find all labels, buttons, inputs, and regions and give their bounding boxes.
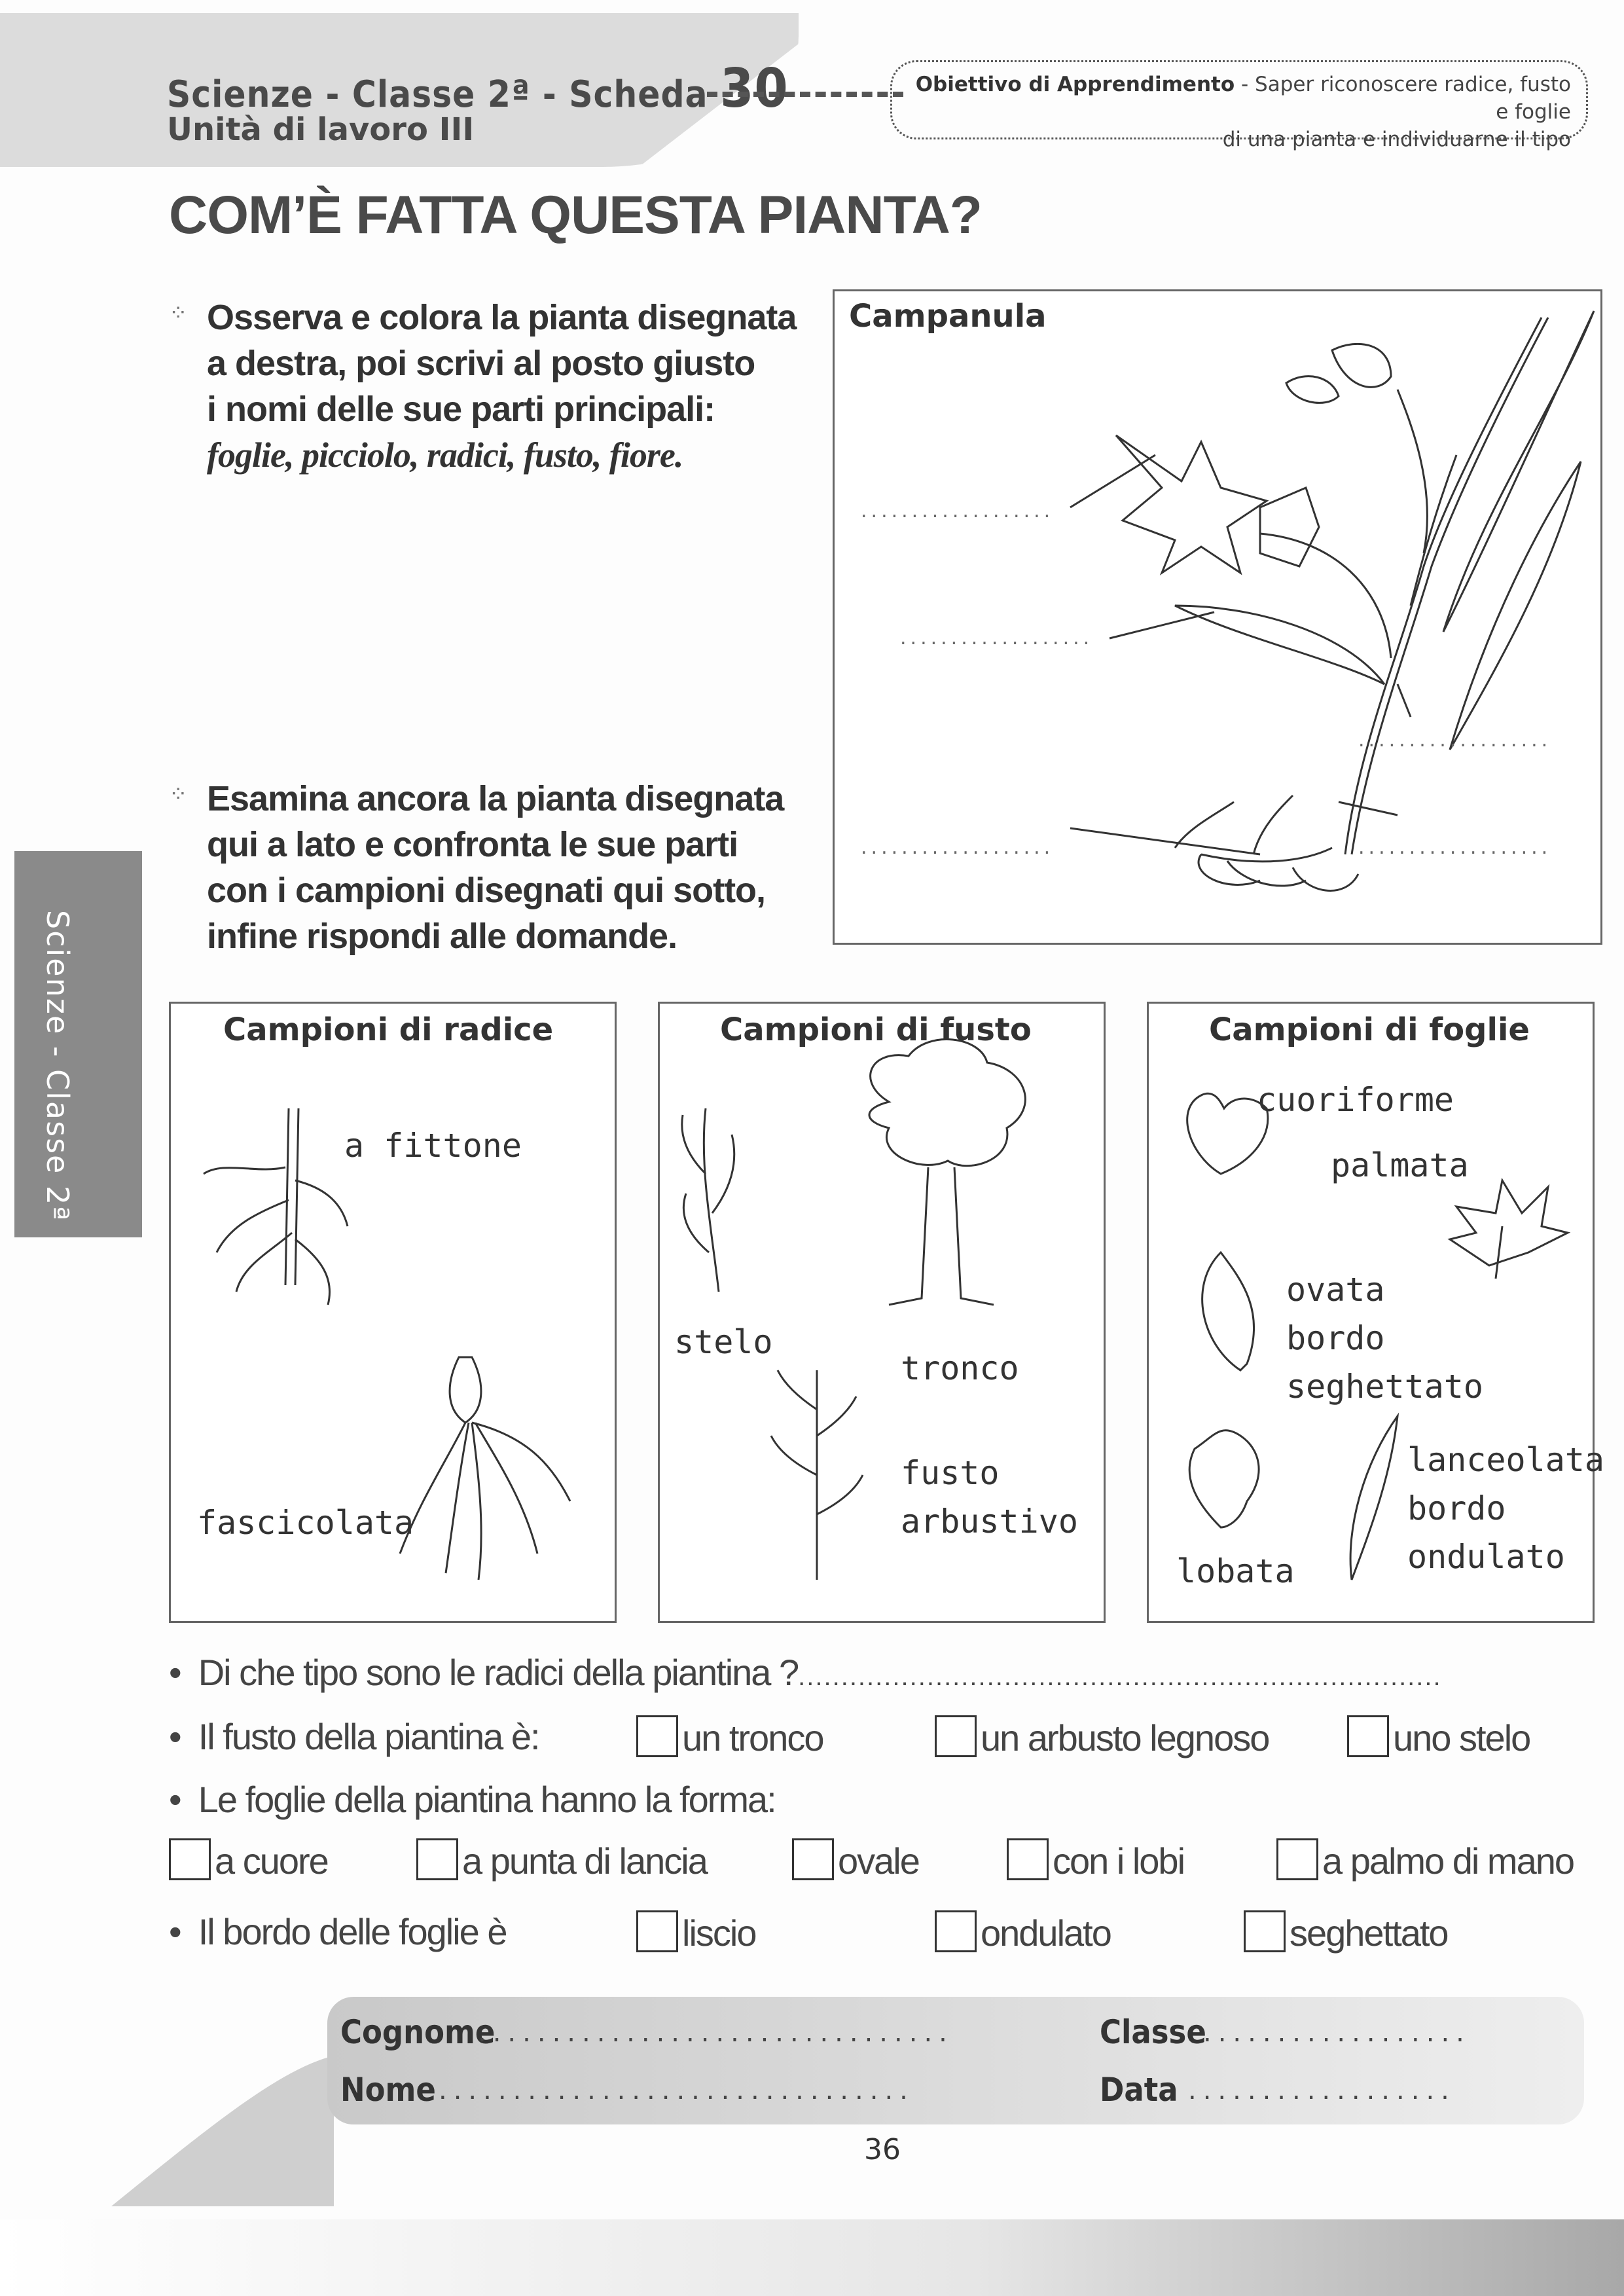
- nome-field[interactable]: ................................: [439, 2075, 914, 2105]
- question-4-text: Il bordo delle foglie è: [198, 1911, 507, 1952]
- instruction-2-line: Esamina ancora la pianta disegnata: [207, 779, 784, 818]
- label-lobata: lobata: [1176, 1552, 1295, 1590]
- question-1-text: Di che tipo sono le radici della piantina ?: [198, 1652, 799, 1693]
- leaf-samples-title: Campioni di foglie: [1209, 1011, 1530, 1048]
- part-names-list: foglie, picciolo, radici, fusto, fiore.: [207, 435, 683, 475]
- bullet-icon: ⁘: [169, 781, 188, 807]
- question-2: [169, 1715, 539, 1758]
- checkbox[interactable]: [1276, 1838, 1318, 1880]
- checkbox[interactable]: [1007, 1838, 1049, 1880]
- instruction-1-line: a destra, poi scrivi al posto giusto: [207, 344, 755, 383]
- footer-swoosh: [85, 2043, 347, 2213]
- checkbox[interactable]: [935, 1910, 977, 1952]
- instruction-2-line: qui a lato e confronta le sue parti: [207, 825, 738, 864]
- leaf-samples-box: [1147, 1002, 1605, 1623]
- answer-blank-radici[interactable]: ...................: [861, 836, 1055, 859]
- cognome-field[interactable]: ................................: [478, 2018, 954, 2048]
- option-ovale[interactable]: ovale: [792, 1838, 919, 1882]
- checkbox[interactable]: [935, 1715, 977, 1757]
- question-4: [169, 1910, 507, 1953]
- checkbox[interactable]: [636, 1715, 678, 1757]
- bullet: •: [169, 1652, 198, 1693]
- bullet: •: [169, 1716, 198, 1757]
- answer-blank-foglie[interactable]: ...................: [900, 627, 1094, 649]
- question-2-text: Il fusto della piantina è:: [198, 1716, 539, 1757]
- option-liscio[interactable]: liscio: [636, 1910, 755, 1954]
- side-tab: [14, 851, 142, 1237]
- bullet: •: [169, 1779, 198, 1820]
- checkbox[interactable]: [792, 1838, 834, 1880]
- checkbox[interactable]: [169, 1838, 211, 1880]
- option-con-i-lobi[interactable]: con i lobi: [1007, 1838, 1184, 1882]
- classe-label: Classe: [1100, 2013, 1206, 2051]
- question-1: [169, 1651, 1442, 1694]
- label-fusto-arbustivo: fusto arbustivo: [901, 1454, 1078, 1540]
- instruction-1-line: i nomi delle sue parti principali:: [207, 390, 715, 429]
- instruction-1-line: Osserva e colora la pianta disegnata: [207, 298, 797, 337]
- root-samples-box: [169, 1002, 617, 1623]
- question-3: [169, 1778, 776, 1821]
- answer-line-q1[interactable]: ...........................................................................: [798, 1662, 1442, 1691]
- label-ovata: ovata bordo seghettato: [1286, 1271, 1484, 1406]
- header-dashed-line: [707, 92, 903, 97]
- page-number: 36: [864, 2133, 901, 2166]
- label-cuoriforme: cuoriforme: [1257, 1081, 1454, 1119]
- option-a-cuore[interactable]: a cuore: [169, 1838, 328, 1882]
- option-a-palmo-di-mano[interactable]: a palmo di mano: [1276, 1838, 1574, 1882]
- checkbox[interactable]: [636, 1910, 678, 1952]
- data-label: Data: [1100, 2071, 1178, 2109]
- bullet-icon: ⁘: [169, 300, 188, 326]
- checkbox[interactable]: [1347, 1715, 1389, 1757]
- unit-label: Unità di lavoro III: [167, 111, 475, 148]
- classe-field[interactable]: ..................: [1203, 2018, 1471, 2048]
- option-ondulato[interactable]: ondulato: [935, 1910, 1111, 1954]
- nome-label: Nome: [340, 2071, 436, 2109]
- worksheet-title: Scienze - Classe 2ª - Scheda 30: [167, 58, 789, 120]
- plant-drawing-box: [833, 289, 1602, 945]
- instruction-2-line: infine rispondi alle domande.: [207, 917, 677, 956]
- label-palmata: palmata: [1331, 1146, 1469, 1184]
- answer-blank-fiore[interactable]: ...................: [861, 500, 1055, 522]
- instruction-2-line: con i campioni disegnati qui sotto,: [207, 871, 766, 910]
- option-un-arbusto-legnoso[interactable]: un arbusto legnoso: [935, 1715, 1269, 1759]
- label-stelo: stelo: [674, 1323, 773, 1361]
- data-field[interactable]: ..................: [1188, 2075, 1456, 2105]
- label-a-fittone: a fittone: [344, 1127, 522, 1165]
- stem-samples-box: [658, 1002, 1106, 1623]
- plant-name: Campanula: [849, 298, 1047, 335]
- option-a-punta-di-lancia[interactable]: a punta di lancia: [416, 1838, 707, 1882]
- root-samples-title: Campioni di radice: [223, 1011, 554, 1048]
- label-lanceolata: lanceolata bordo ondulato: [1407, 1441, 1605, 1576]
- cognome-label: Cognome: [340, 2013, 496, 2051]
- bullet: •: [169, 1911, 198, 1952]
- page-edge-shadow: [0, 2219, 1624, 2296]
- label-tronco: tronco: [901, 1349, 1019, 1387]
- option-seghettato[interactable]: seghettato: [1244, 1910, 1448, 1954]
- objective-text: Obiettivo di Apprendimento - Saper riconoscere radice, fusto e foglie di una pianta e individuarne il tipo: [915, 73, 1571, 151]
- checkbox[interactable]: [416, 1838, 458, 1880]
- answer-blank-fusto[interactable]: ...................: [1358, 836, 1552, 859]
- question-3-text: Le foglie della piantina hanno la forma:: [198, 1779, 776, 1820]
- label-fascicolata: fascicolata: [197, 1504, 414, 1542]
- option-un-tronco[interactable]: un tronco: [636, 1715, 823, 1759]
- page-title: COM’È FATTA QUESTA PIANTA?: [169, 185, 982, 245]
- stem-samples-title: Campioni di fusto: [720, 1011, 1032, 1048]
- option-uno-stelo[interactable]: uno stelo: [1347, 1715, 1530, 1759]
- checkbox[interactable]: [1244, 1910, 1286, 1952]
- answer-blank-picciolo[interactable]: ...................: [1358, 729, 1552, 752]
- side-tab-label: Scienze - Classe 2ª: [40, 910, 75, 1222]
